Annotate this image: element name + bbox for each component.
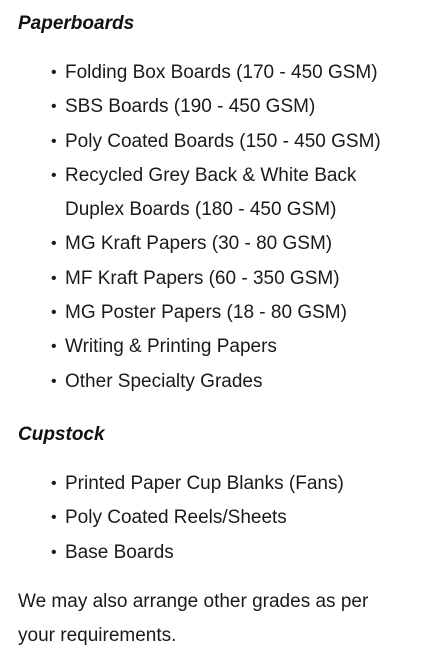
cupstock-list bbox=[18, 467, 411, 570]
list-item-label: Poly Coated Boards (150 - 450 GSM) bbox=[65, 130, 381, 152]
list-item-label: MG Poster Papers (18 - 80 GSM) bbox=[65, 302, 347, 324]
bullet-icon: • bbox=[51, 304, 57, 322]
list-item bbox=[18, 536, 411, 570]
bullet-icon: • bbox=[51, 98, 57, 116]
list-item bbox=[18, 501, 411, 535]
bullet-icon: • bbox=[51, 132, 57, 150]
list-item-label: SBS Boards (190 - 450 GSM) bbox=[65, 96, 316, 118]
bullet-icon: • bbox=[51, 269, 57, 287]
list-item-label: Poly Coated Reels/Sheets bbox=[65, 507, 287, 529]
list-item-label: Base Boards bbox=[65, 541, 174, 563]
paperboards-list bbox=[18, 56, 411, 399]
list-item-label: Folding Box Boards (170 - 450 GSM) bbox=[65, 62, 378, 83]
list-item-label: MG Kraft Papers (30 - 80 GSM) bbox=[65, 233, 333, 255]
list-item-label: Other Specialty Grades bbox=[65, 370, 263, 392]
bullet-icon: • bbox=[51, 166, 57, 184]
list-item-label: Writing & Printing Papers bbox=[65, 336, 277, 358]
list-item bbox=[18, 125, 411, 159]
list-item bbox=[18, 330, 411, 364]
list-item bbox=[18, 467, 411, 501]
list-item bbox=[18, 296, 411, 330]
list-item-label: Recycled Grey Back & White Back Duplex Boards (180 - 450 GSM) bbox=[65, 164, 357, 221]
bullet-icon: • bbox=[51, 372, 57, 390]
list-item bbox=[18, 227, 411, 261]
list-item bbox=[18, 56, 411, 90]
list-item-label: MF Kraft Papers (60 - 350 GSM) bbox=[65, 267, 340, 289]
bullet-icon: • bbox=[51, 64, 57, 81]
bullet-icon: • bbox=[51, 338, 57, 356]
list-item bbox=[18, 262, 411, 296]
closing-paragraph: We may also arrange other grades as per your requirements. bbox=[18, 590, 369, 647]
list-item bbox=[18, 365, 411, 399]
list-item bbox=[18, 90, 411, 124]
list-item-label: Printed Paper Cup Blanks (Fans) bbox=[65, 472, 344, 494]
bullet-icon: • bbox=[51, 509, 57, 527]
list-item bbox=[18, 159, 411, 228]
section-heading-paperboards: Paperboards bbox=[18, 13, 135, 34]
bullet-icon: • bbox=[51, 235, 57, 253]
bullet-icon: • bbox=[51, 474, 57, 492]
bullet-icon: • bbox=[51, 543, 57, 561]
section-heading-cupstock: Cupstock bbox=[18, 423, 105, 445]
